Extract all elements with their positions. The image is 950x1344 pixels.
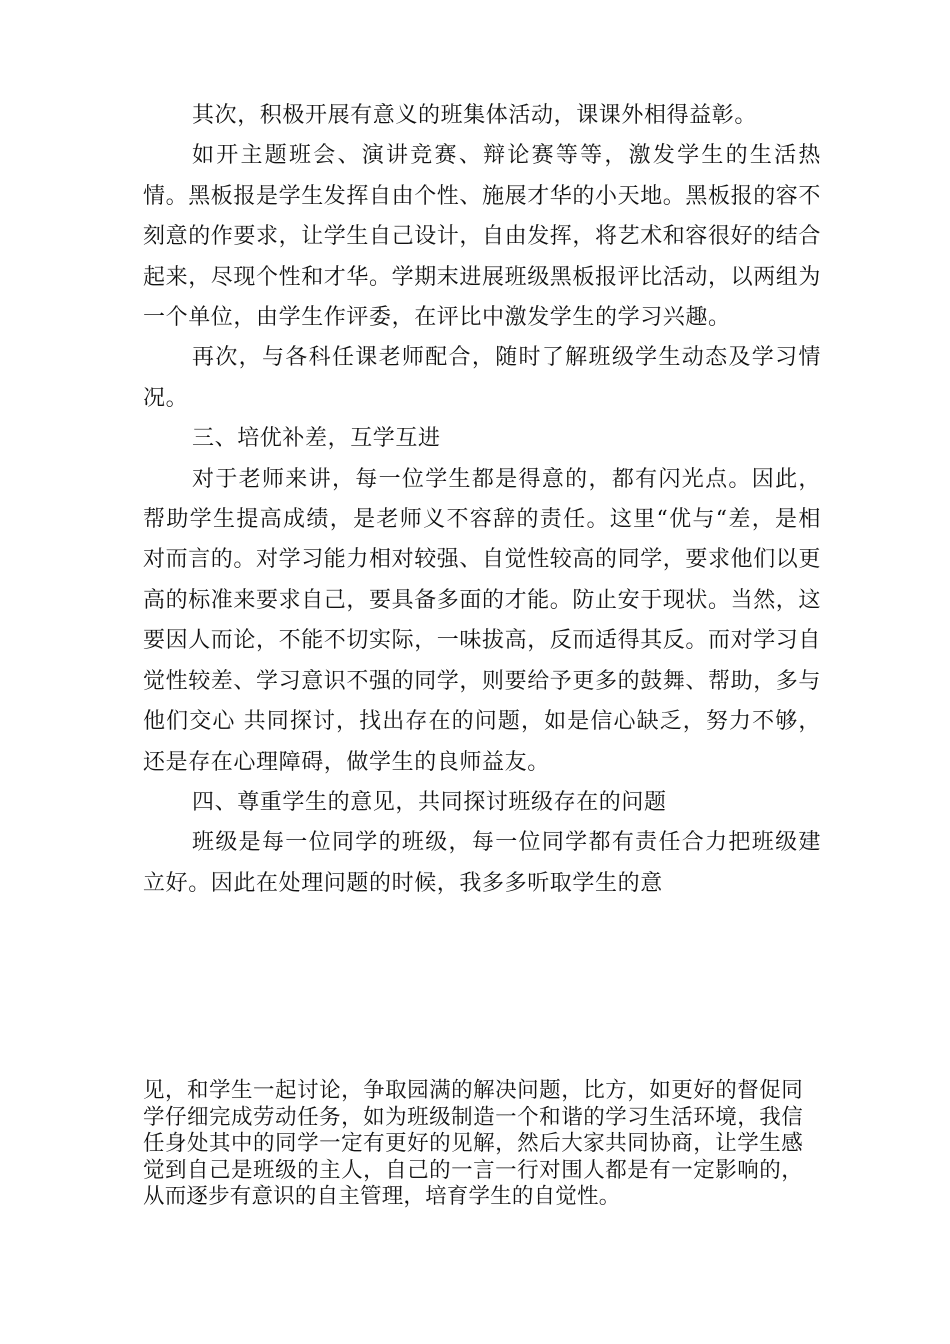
continued-text-block	[143, 1078, 803, 1211]
paragraph-class-opinion: 班级是每一位同学的班级，每一位同学都有责任合力把班级建立好。因此在处理问题的时候，我多多听取学生的意	[143, 830, 821, 896]
paragraph-blackboard: 如开主题班会、演讲竞赛、辩论赛等等，激发学生的生活热情。黑板报是学生发挥自由个性、施展才华的小天地。黑板报的容不刻意的作要求，让学生自己设计，自由发挥，将艺术和容很好的结合起来，尽现个性和才华。学期末进展班级黑板报评比活动，以两组为一个单位，由学生作评委，在评比中激发学生的学习兴趣。	[143, 143, 822, 331]
paragraph-teachers: 再次，与各科任课老师配合，随时了解班级学生动态及学习情况。	[143, 345, 821, 411]
paragraph-tutoring: 对于老师来讲，每一位学生都是得意的，都有闪光点。因此，帮助学生提高成绩，是老师义不容辞的责任。这里“优与“差，是相对而言的。对学习能力相对较强、自觉性较高的同学，要求他们以更高的标准来要求自己，要具备多面的才能。防止安于现状。当然，这要因人而论，不能不切实际，一味拔高，反而适得其反。而对学习自觉性较差、学习意识不强的同学，则要给予更多的鼓舞、帮助，多与他们交心 共同探讨，找出存在的问题，如是信心缺乏，努力不够，还是存在心理障碍，做学生的良师益友。	[143, 466, 822, 775]
main-text-block	[143, 96, 821, 904]
paragraph-continuation: 见，和学生一起讨论，争取园满的解决问题，比方，如更好的督促同学仔细完成劳动任务，如为班级制造一个和谐的学习生活环境，我信任身处其中的同学一定有更好的见解，然后大家共同协商，让学生感觉到自己是班级的主人，自己的一言一行对围人都是有一定影响的，从而逐步有意识的自主管理，培育学生的自觉性。	[143, 1078, 803, 1209]
paragraph-activities: 其次，积极开展有意义的班集体活动，课课外相得益彰。	[192, 103, 758, 128]
section-heading-4: 四、尊重学生的意见，共同探讨班级存在的问题	[192, 789, 667, 815]
section-heading-3: 三、培优补差，互学互进	[192, 426, 441, 452]
